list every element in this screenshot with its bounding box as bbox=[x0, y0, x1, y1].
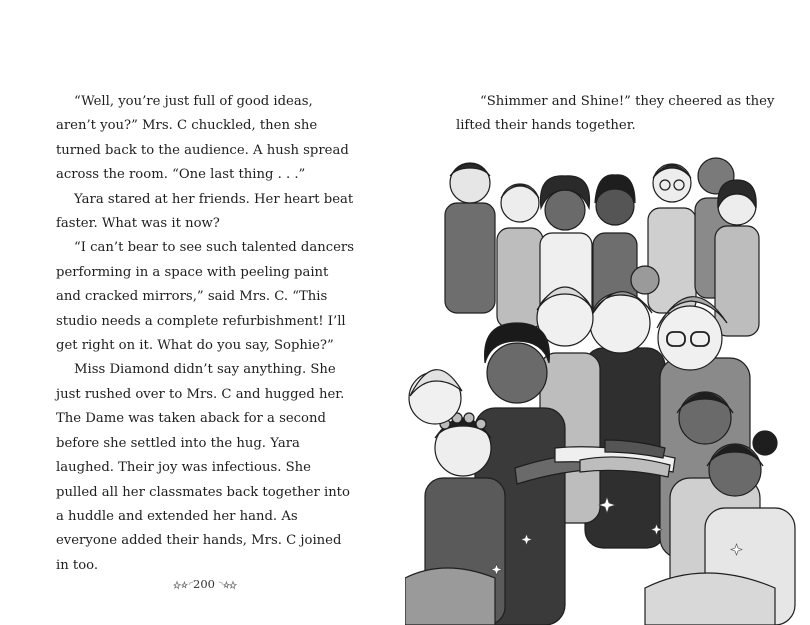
right-body-text bbox=[456, 90, 776, 139]
page-number: 200 bbox=[193, 577, 215, 591]
right-page bbox=[405, 0, 810, 625]
paragraph-5: “Shimmer and Shine!” they cheered as they lifted their hands together. bbox=[456, 94, 775, 134]
paragraph-4: Miss Diamond didn’t say anything. She just rushed over to Mrs. C and hugged her. The Dame was taken aback for a second before she settled into the hug. Yara laughed. Their joy was infectious. She pulled all her classmates back together into a huddle and extended her hand. As everyone added their hands, Mrs. C joined in too. bbox=[56, 362, 350, 573]
group-huddle-illustration bbox=[405, 148, 810, 625]
paragraph-2: Yara stared at her friends. Her heart beat faster. What was it now? bbox=[56, 191, 354, 232]
dancers-huddle-picture bbox=[405, 148, 810, 625]
paragraph-1: “Well, you’re just full of good ideas, aren’t you?” Mrs. C chuckled, then she turned back to the audience. A hush spread across the room. “One last thing . . .” bbox=[56, 94, 349, 183]
paragraph-3: “I can’t bear to see such talented dancers performing in a space with peeling paint and cracked mirrors,” said Mrs. C. “This studio needs a complete refurbishment! I’ll get right on it. What do you say, Sophie?” bbox=[56, 240, 354, 354]
left-body-text bbox=[56, 90, 356, 578]
page-number-ornament bbox=[168, 574, 240, 596]
